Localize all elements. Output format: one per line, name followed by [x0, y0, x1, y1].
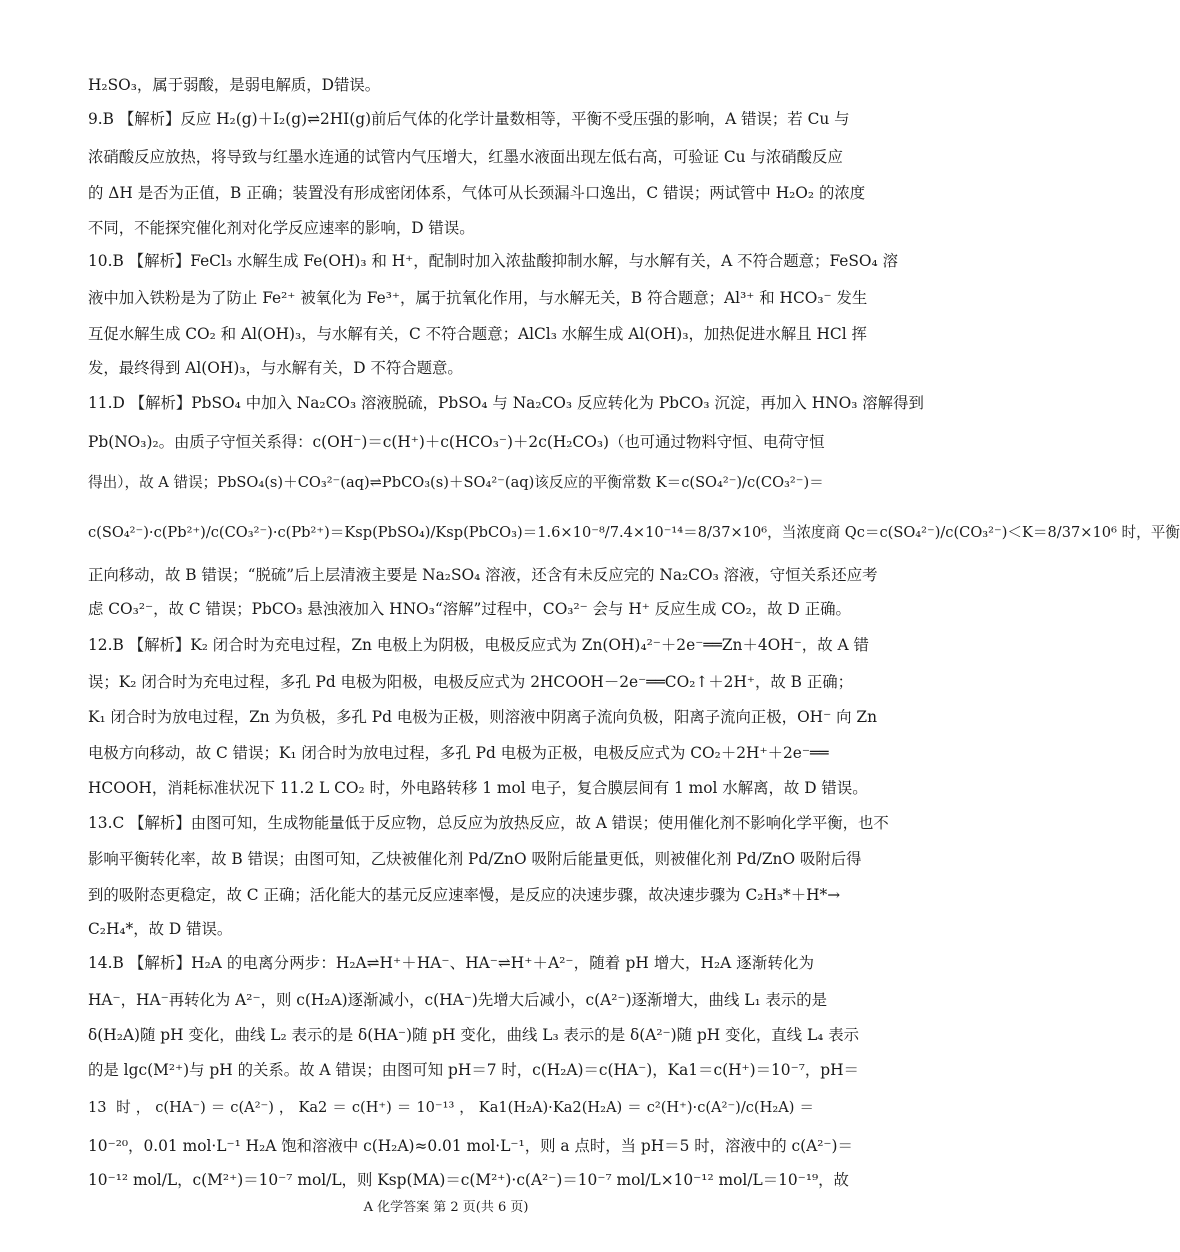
- text-line: 13 时，c(HA⁻)＝c(A²⁻)，Ka2＝c(H⁺)＝10⁻¹³，Ka1(H₂A)·Ka2(H₂A)＝c²(H⁺)·c(A²⁻)/c(H₂A)＝: [88, 1099, 814, 1116]
- text-line: 发，最终得到 Al(OH)₃，与水解有关，D 不符合题意。: [88, 359, 463, 377]
- text-line: 浓硝酸反应放热，将导致与红墨水连通的试管内气压增大，红墨水液面出现左低右高，可验证 Cu 与浓硝酸反应: [88, 148, 843, 166]
- text-line: 正向移动，故 B 错误；“脱硫”后上层清液主要是 Na₂SO₄ 溶液，还含有未反应完的 Na₂CO₃ 溶液，守恒关系还应考: [88, 566, 878, 584]
- text-line: 10⁻²⁰，0.01 mol·L⁻¹ H₂A 饱和溶液中 c(H₂A)≈0.01 mol·L⁻¹，则 a 点时，当 pH＝5 时，溶液中的 c(A²⁻)＝: [88, 1137, 853, 1155]
- text-line: 电极方向移动，故 C 错误；K₁ 闭合时为放电过程，多孔 Pd 电极为正极，电极反应式为 CO₂＋2H⁺＋2e⁻══: [88, 744, 829, 762]
- text-line: 不同，不能探究催化剂对化学反应速率的影响，D 错误。: [88, 219, 475, 237]
- text-line: HA⁻，HA⁻再转化为 A²⁻，则 c(H₂A)逐渐减小，c(HA⁻)先增大后减小，c(A²⁻)逐渐增大，曲线 L₁ 表示的是: [88, 991, 828, 1009]
- text-line: C₂H₄*，故 D 错误。: [88, 920, 233, 938]
- text-line: 误；K₂ 闭合时为充电过程，多孔 Pd 电极为阳极，电极反应式为 2HCOOH－2e⁻══CO₂↑＋2H⁺，故 B 正确；: [88, 673, 854, 691]
- text-line: 10⁻¹² mol/L，c(M²⁺)＝10⁻⁷ mol/L，则 Ksp(MA)＝c(M²⁺)·c(A²⁻)＝10⁻⁷ mol/L×10⁻¹² mol/L＝10⁻¹⁹，故: [88, 1171, 849, 1189]
- text-line: 的是 lgc(M²⁺)与 pH 的关系。故 A 错误；由图可知 pH＝7 时，c(H₂A)＝c(HA⁻)，Ka1＝c(H⁺)＝10⁻⁷，pH＝: [88, 1061, 859, 1079]
- text-line: 到的吸附态更稳定，故 C 正确；活化能大的基元反应速率慢，是反应的决速步骤，故决速步骤为 C₂H₃*＋H*→: [88, 886, 841, 904]
- text-line: K₁ 闭合时为放电过程，Zn 为负极，多孔 Pd 电极为正极，则溶液中阴离子流向负极，阳离子流向正极，OH⁻ 向 Zn: [88, 708, 878, 726]
- text-line: c(SO₄²⁻)·c(Pb²⁺)/c(CO₃²⁻)·c(Pb²⁺)＝Ksp(PbSO₄)/Ksp(PbCO₃)＝1.6×10⁻⁸/7.4×10⁻¹⁴＝8/37×10⁶，当浓度商 Qc＝c(SO₄²⁻)/c(CO₃²⁻)＜K＝8/37×10⁶ 时，平衡: [88, 524, 1180, 541]
- text-line: H₂SO₃，属于弱酸，是弱电解质，D错误。: [88, 76, 381, 94]
- text-line: 9.B 【解析】反应 H₂(g)＋I₂(g)⇌2HI(g)前后气体的化学计量数相等，平衡不受压强的影响，A 错误；若 Cu 与: [88, 110, 850, 128]
- text-line: 10.B 【解析】FeCl₃ 水解生成 Fe(OH)₃ 和 H⁺，配制时加入浓盐酸抑制水解，与水解有关，A 不符合题意；FeSO₄ 溶: [88, 252, 899, 270]
- text-line: Pb(NO₃)₂。由质子守恒关系得：c(OH⁻)＝c(H⁺)＋c(HCO₃⁻)＋2c(H₂CO₃)（也可通过物料守恒、电荷守恒: [88, 433, 825, 451]
- text-line: 得出），故 A 错误；PbSO₄(s)＋CO₃²⁻(aq)⇌PbCO₃(s)＋SO₄²⁻(aq)该反应的平衡常数 K＝c(SO₄²⁻)/c(CO₃²⁻)＝: [88, 474, 824, 491]
- text-line: 液中加入铁粉是为了防止 Fe²⁺ 被氧化为 Fe³⁺，属于抗氧化作用，与水解无关，B 符合题意；Al³⁺ 和 HCO₃⁻ 发生: [88, 289, 868, 307]
- text-line: 11.D 【解析】PbSO₄ 中加入 Na₂CO₃ 溶液脱硫，PbSO₄ 与 Na₂CO₃ 反应转化为 PbCO₃ 沉淀，再加入 HNO₃ 溶解得到: [88, 394, 924, 412]
- text-line: 虑 CO₃²⁻，故 C 错误；PbCO₃ 悬浊液加入 HNO₃“溶解”过程中，CO₃²⁻ 会与 H⁺ 反应生成 CO₂，故 D 正确。: [88, 600, 851, 618]
- text-line: δ(H₂A)随 pH 变化，曲线 L₂ 表示的是 δ(HA⁻)随 pH 变化，曲线 L₃ 表示的是 δ(A²⁻)随 pH 变化，直线 L₄ 表示: [88, 1026, 860, 1044]
- text-line: 12.B 【解析】K₂ 闭合时为充电过程，Zn 电极上为阴极，电极反应式为 Zn(OH)₄²⁻＋2e⁻══Zn＋4OH⁻，故 A 错: [88, 636, 869, 654]
- text-line: 影响平衡转化率，故 B 错误；由图可知，乙炔被催化剂 Pd/ZnO 吸附后能量更低，则被催化剂 Pd/ZnO 吸附后得: [88, 850, 862, 868]
- page-footer: A 化学答案 第 2 页(共 6 页): [363, 1200, 529, 1215]
- text-line: 互促水解生成 CO₂ 和 Al(OH)₃，与水解有关，C 不符合题意；AlCl₃ 水解生成 Al(OH)₃，加热促进水解且 HCl 挥: [88, 325, 867, 343]
- text-line: HCOOH，消耗标准状况下 11.2 L CO₂ 时，外电路转移 1 mol 电子，复合膜层间有 1 mol 水解离，故 D 错误。: [88, 779, 868, 797]
- text-line: 的 ΔH 是否为正值，B 正确；装置没有形成密闭体系，气体可从长颈漏斗口逸出，C 错误；两试管中 H₂O₂ 的浓度: [88, 184, 866, 202]
- text-line: 13.C 【解析】由图可知，生成物能量低于反应物，总反应为放热反应，故 A 错误；使用催化剂不影响化学平衡，也不: [88, 814, 889, 832]
- text-line: 14.B 【解析】H₂A 的电离分两步：H₂A⇌H⁺＋HA⁻、HA⁻⇌H⁺＋A²⁻，随着 pH 增大，H₂A 逐渐转化为: [88, 954, 814, 972]
